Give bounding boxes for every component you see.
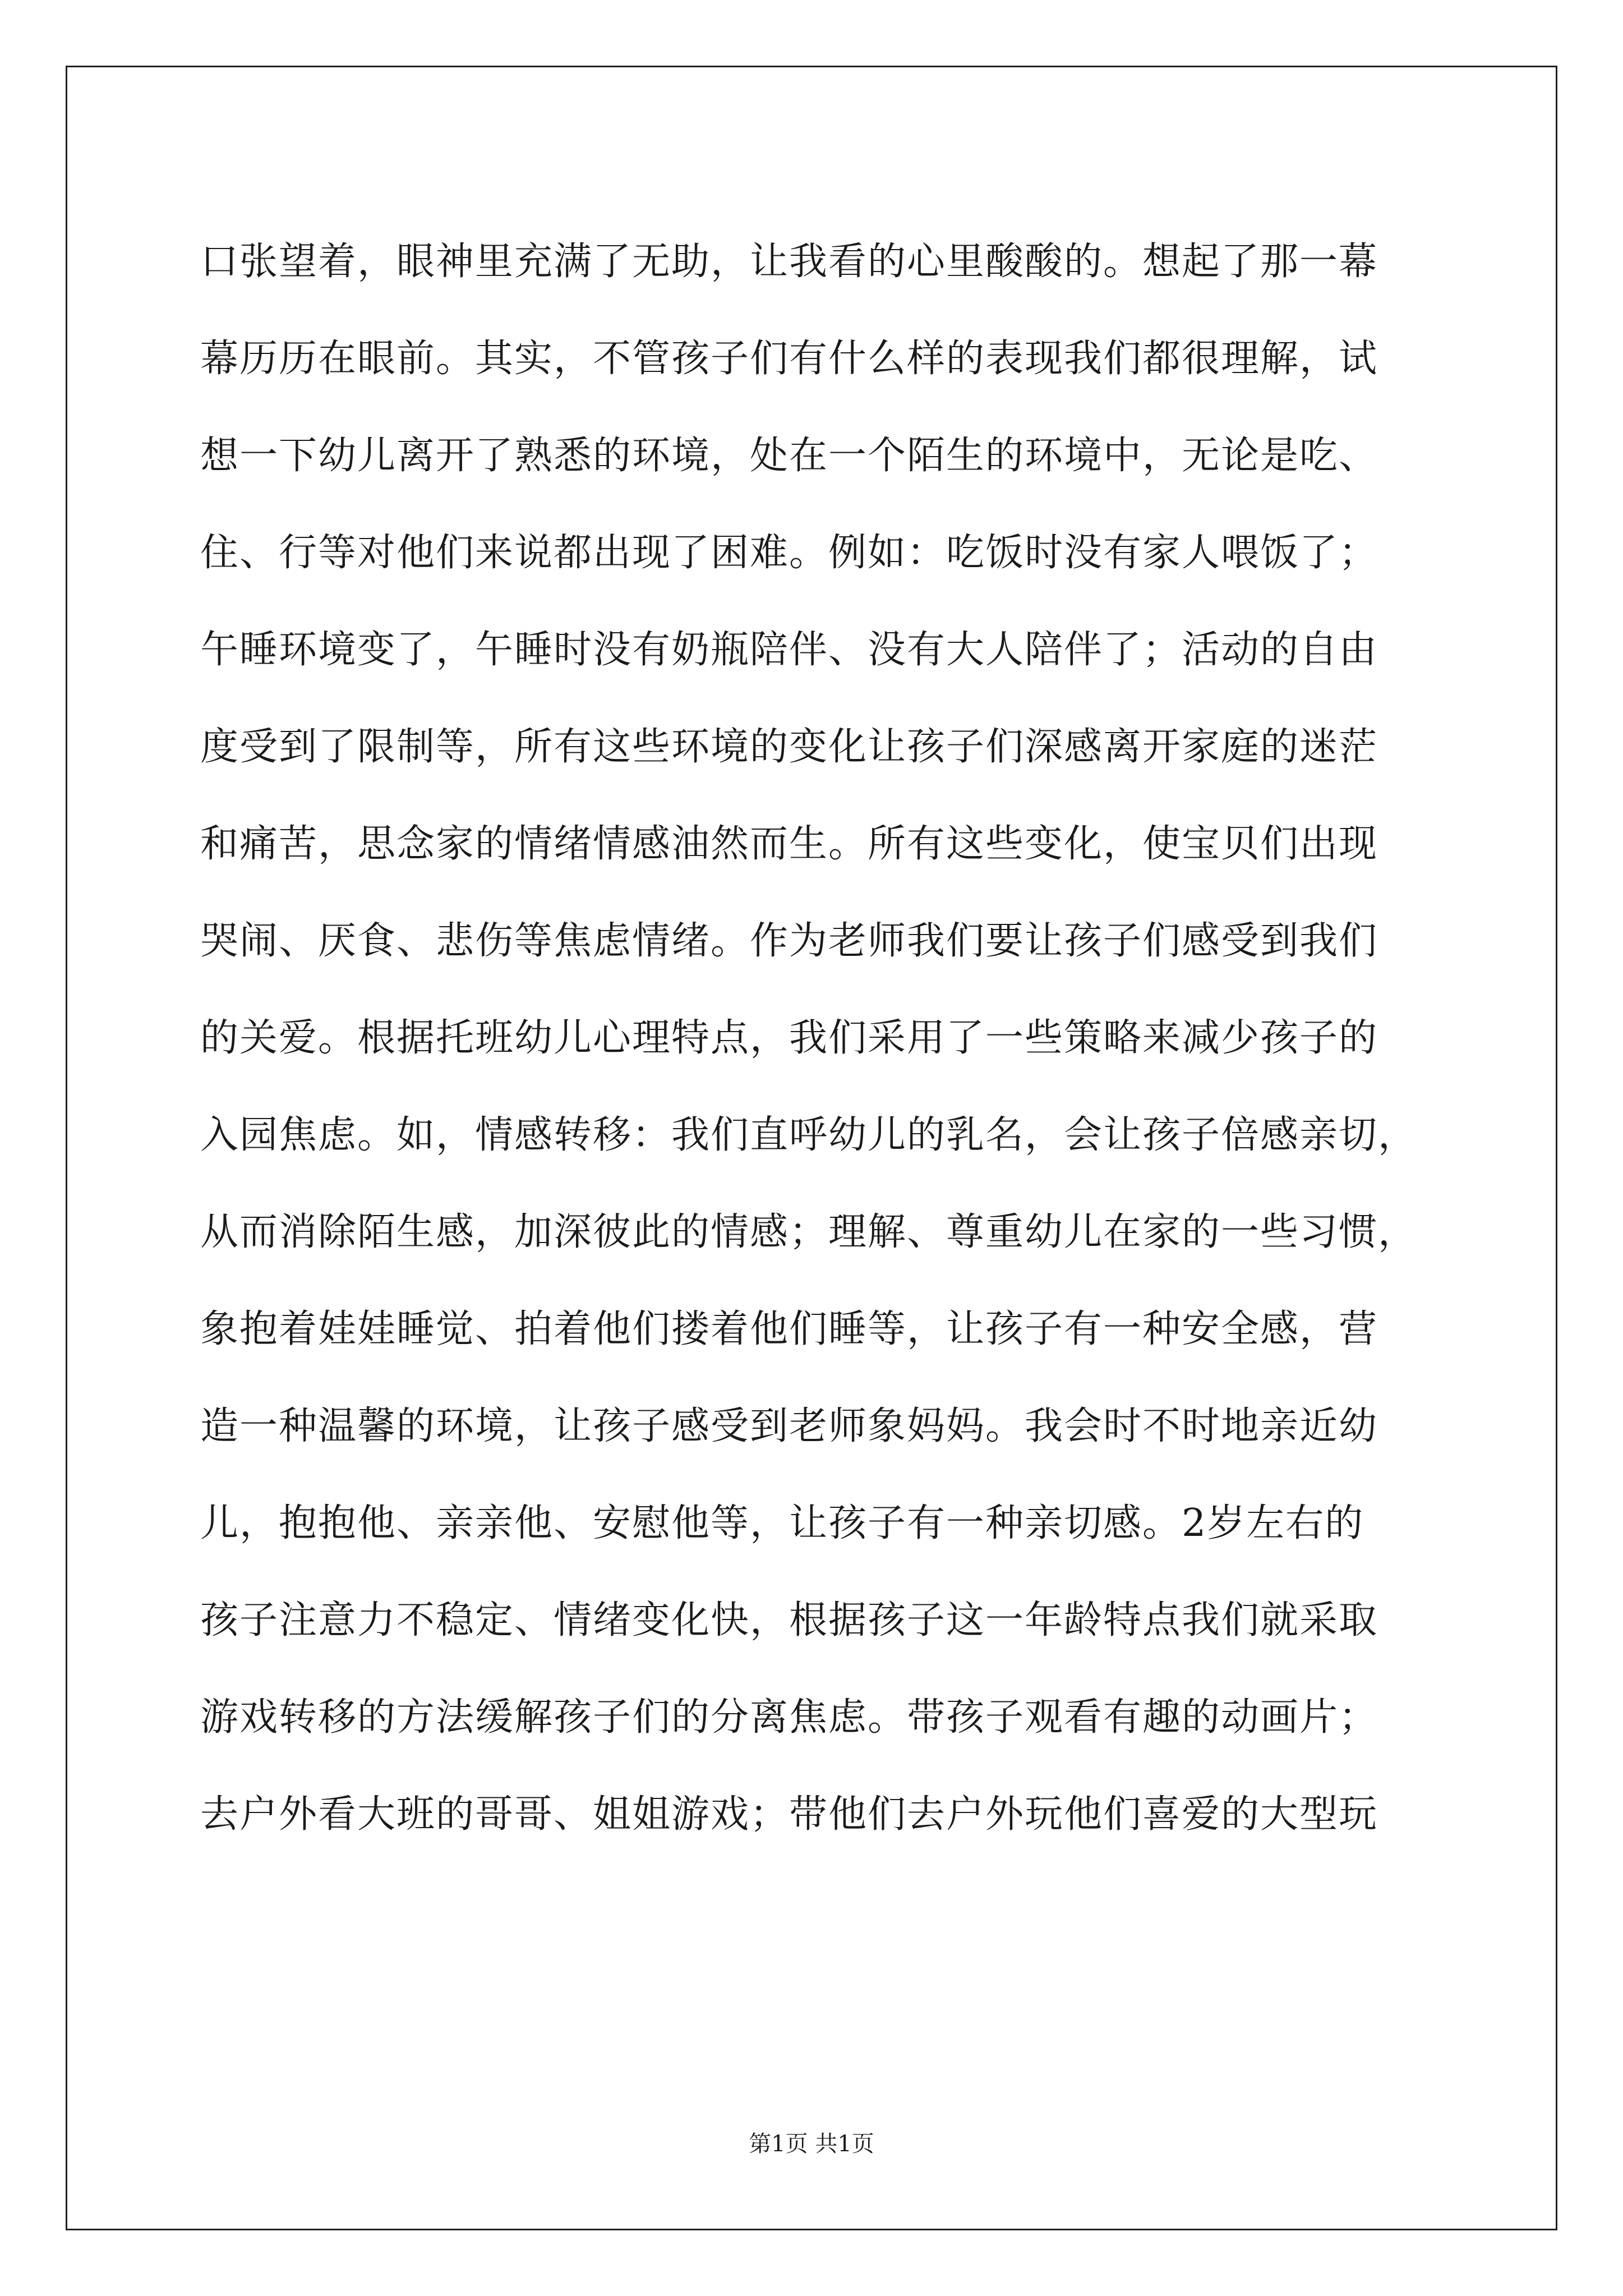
text-line: 造一种温馨的环境，让孩子感受到老师象妈妈。我会时不时地亲近幼 bbox=[200, 1404, 1378, 1448]
text-line: 口张望着，眼神里充满了无助，让我看的心里酸酸的。想起了那一幕 bbox=[200, 240, 1378, 284]
text-line: 想一下幼儿离开了熟悉的环境，处在一个陌生的环境中，无论是吃、 bbox=[200, 434, 1378, 478]
text-line: 去户外看大班的哥哥、姐姐游戏；带他们去户外玩他们喜爱的大型玩 bbox=[200, 1792, 1378, 1837]
text-line: 入园焦虑。如，情感转移：我们直呼幼儿的乳名，会让孩子倍感亲切， bbox=[200, 1113, 1418, 1157]
text-line: 游戏转移的方法缓解孩子们的分离焦虑。带孩子观看有趣的动画片； bbox=[200, 1695, 1378, 1740]
text-line: 儿，抱抱他、亲亲他、安慰他等，让孩子有一种亲切感。2岁左右的 bbox=[200, 1501, 1364, 1545]
body-text bbox=[200, 213, 1434, 1863]
page-footer: 第1页 共1页 bbox=[749, 2131, 874, 2157]
text-line: 象抱着娃娃睡觉、拍着他们搂着他们睡等，让孩子有一种安全感，营 bbox=[200, 1307, 1378, 1351]
text-line: 和痛苦，思念家的情绪情感油然而生。所有这些变化，使宝贝们出现 bbox=[200, 822, 1378, 866]
text-line: 的关爱。根据托班幼儿心理特点，我们采用了一些策略来减少孩子的 bbox=[200, 1016, 1378, 1060]
text-line: 幕历历在眼前。其实，不管孩子们有什么样的表现我们都很理解，试 bbox=[200, 337, 1378, 381]
text-line: 午睡环境变了，午睡时没有奶瓶陪伴、没有大人陪伴了；活动的自由 bbox=[200, 628, 1378, 672]
text-line: 哭闹、厌食、悲伤等焦虑情绪。作为老师我们要让孩子们感受到我们 bbox=[200, 919, 1378, 963]
text-line: 度受到了限制等，所有这些环境的变化让孩子们深感离开家庭的迷茫 bbox=[200, 725, 1378, 769]
text-line: 从而消除陌生感，加深彼此的情感；理解、尊重幼儿在家的一些习惯， bbox=[200, 1210, 1418, 1254]
text-line: 孩子注意力不稳定、情绪变化快，根据孩子这一年龄特点我们就采取 bbox=[200, 1598, 1378, 1642]
text-line: 住、行等对他们来说都出现了困难。例如：吃饭时没有家人喂饭了； bbox=[200, 531, 1378, 575]
